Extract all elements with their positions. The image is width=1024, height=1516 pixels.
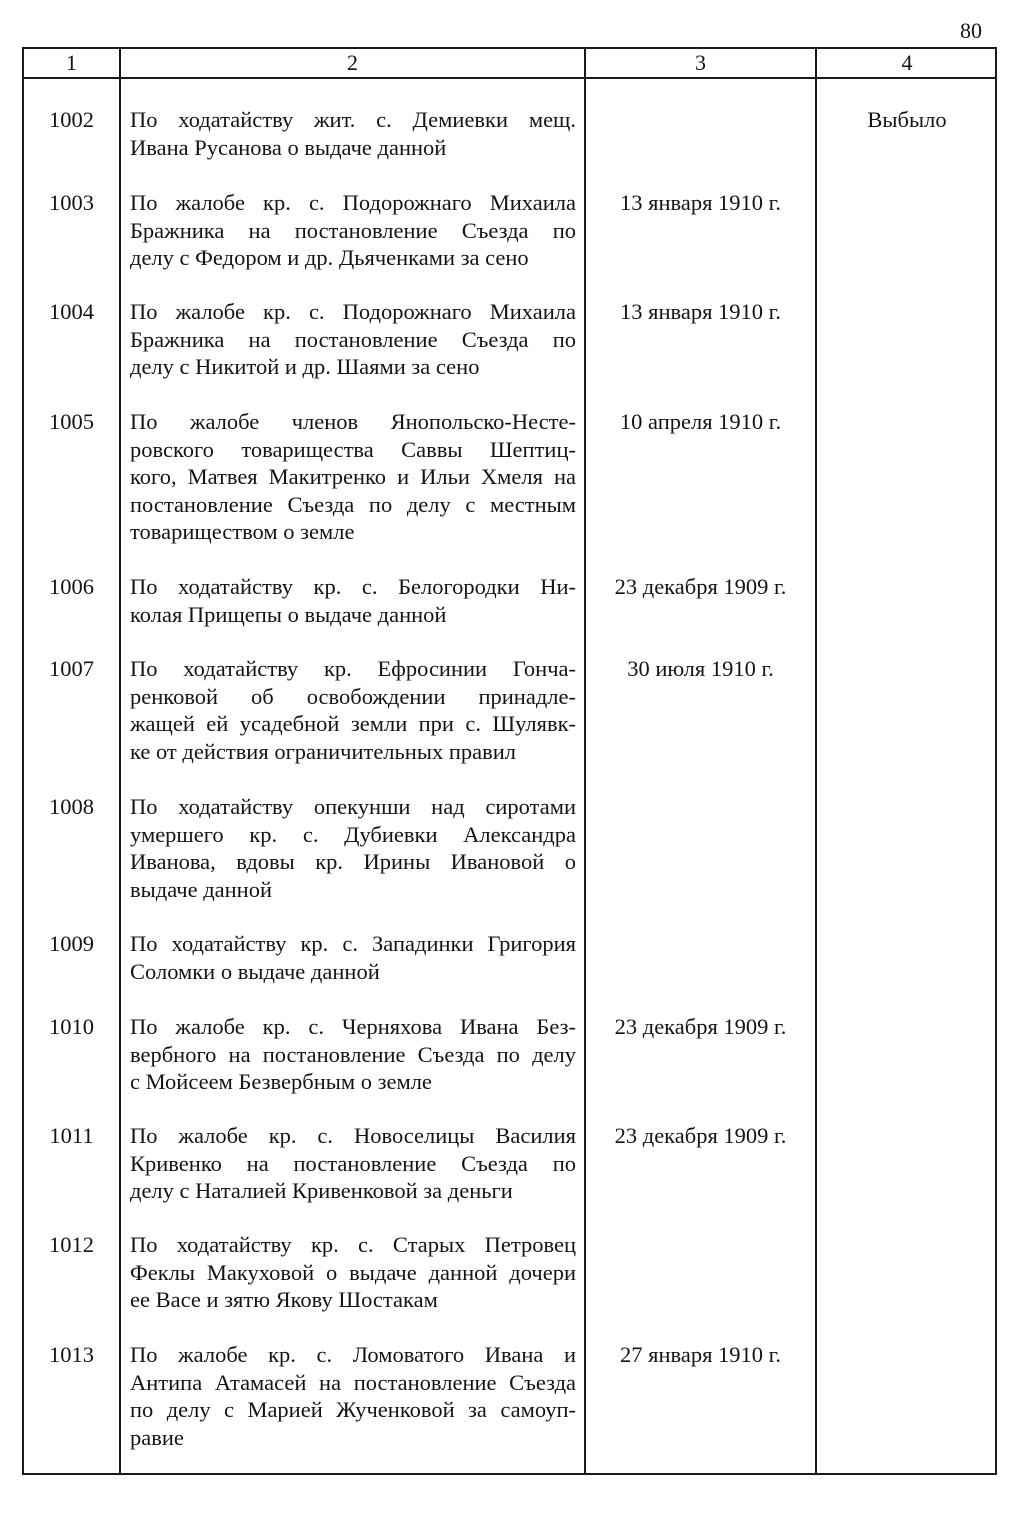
description-line: По жалобе кр. с. Подорожнаго Михаила xyxy=(130,190,576,215)
description-line: ренковой об освобождении принадле- xyxy=(130,683,576,709)
page-number: 80 xyxy=(960,18,982,43)
header-col-1: 1 xyxy=(66,50,77,75)
decision-date: 13 января 1910 г. xyxy=(620,299,781,324)
description-line: умершего кр. с. Дубиевки Александра xyxy=(130,821,576,847)
description-line: Ивана Русанова о выдаче данной xyxy=(130,134,447,160)
header-col-4: 4 xyxy=(901,50,913,75)
case-number: 1006 xyxy=(49,574,94,599)
description-line: Бражника на постановление Съезда по xyxy=(130,326,576,352)
case-number: 1010 xyxy=(49,1014,94,1039)
decision-date: 27 января 1910 г. xyxy=(620,1342,781,1367)
description-line: жащей ей усадебной земли при с. Шулявк- xyxy=(130,711,576,736)
column-divider xyxy=(119,49,121,1473)
case-description xyxy=(130,106,576,161)
description-line: с Мойсеем Безвербным о земле xyxy=(130,1069,432,1094)
description-line: По жалобе кр. с. Новоселицы Василия xyxy=(130,1123,576,1148)
case-number: 1007 xyxy=(49,656,94,681)
header-col-2: 2 xyxy=(347,50,358,75)
description-line: По жалобе кр. с. Ломоватого Ивана и xyxy=(130,1342,576,1367)
description-line: делу с Федором и др. Дьяченками за сено xyxy=(130,245,529,270)
column-divider xyxy=(815,49,817,1473)
case-number: 1005 xyxy=(49,409,94,434)
description-line: ровского товарищества Саввы Шептиц- xyxy=(130,436,576,462)
case-description xyxy=(130,298,576,381)
description-line: по делу с Марией Жученковой за самоуп- xyxy=(130,1397,576,1422)
description-line: По ходатайству жит. с. Демиевки мещ. xyxy=(130,107,576,132)
column-divider xyxy=(584,49,586,1473)
decision-date: 23 декабря 1909 г. xyxy=(614,1014,787,1039)
register-table xyxy=(22,47,997,1475)
case-number: 1002 xyxy=(49,107,94,132)
remark: Выбыло xyxy=(867,107,947,132)
case-number: 1003 xyxy=(49,190,94,215)
description-line: Кривенко на постановление Съезда по xyxy=(130,1150,576,1176)
description-line: По ходатайству опекунши над сиротами xyxy=(130,794,576,819)
description-line: По жалобе членов Янопольско-Несте- xyxy=(130,409,576,434)
description-line: По ходатайству кр. с. Старых Петровец xyxy=(130,1232,576,1257)
case-description xyxy=(130,1231,576,1314)
case-number: 1009 xyxy=(49,931,94,956)
description-line: постановление Съезда по делу с местным xyxy=(130,491,576,517)
description-line: По жалобе кр. с. Черняхова Ивана Без- xyxy=(130,1014,576,1039)
description-line: ее Васе и зятю Якову Шостакам xyxy=(130,1287,438,1312)
description-line: делу с Наталией Кривенковой за деньги xyxy=(130,1178,513,1203)
case-description xyxy=(130,1122,576,1205)
decision-date: 10 апреля 1910 г. xyxy=(619,409,782,434)
description-line: Соломки о выдаче данной xyxy=(130,958,380,984)
description-line: Феклы Макуховой о выдаче данной дочери xyxy=(130,1259,576,1285)
decision-date: 30 июля 1910 г. xyxy=(627,656,774,681)
description-line: Иванова, вдовы кр. Ирины Ивановой о xyxy=(130,849,576,874)
description-line: товариществом о земле xyxy=(130,519,355,544)
description-line: ке от действия ограничительных правил xyxy=(130,738,516,764)
case-number: 1011 xyxy=(49,1123,94,1148)
description-line: делу с Никитой и др. Шаями за сено xyxy=(130,354,480,379)
case-description xyxy=(130,573,576,628)
case-description xyxy=(130,930,576,985)
description-line: кого, Матвея Макитренко и Ильи Хмеля на xyxy=(130,464,576,489)
case-description xyxy=(130,1341,576,1451)
decision-date: 23 декабря 1909 г. xyxy=(614,574,787,599)
case-description xyxy=(130,1013,576,1096)
case-number: 1004 xyxy=(49,299,94,324)
description-line: Антипа Атамасей на постановление Съезда xyxy=(130,1369,576,1395)
case-description xyxy=(130,655,576,765)
case-number: 1012 xyxy=(49,1232,94,1257)
case-description xyxy=(130,408,576,546)
description-line: Бражника на постановление Съезда по xyxy=(130,217,576,243)
description-line: По ходатайству кр. с. Белогородки Ни- xyxy=(130,574,576,599)
header-col-3: 3 xyxy=(695,50,706,75)
description-line: колая Прищепы о выдаче данной xyxy=(130,601,447,627)
decision-date: 23 декабря 1909 г. xyxy=(614,1123,787,1148)
case-description xyxy=(130,189,576,272)
case-description xyxy=(130,793,576,903)
decision-date: 13 января 1910 г. xyxy=(620,190,781,215)
table-header xyxy=(24,49,995,79)
description-line: равие xyxy=(130,1424,184,1450)
case-number: 1013 xyxy=(49,1342,94,1367)
description-line: По жалобе кр. с. Подорожнаго Михаила xyxy=(130,299,576,324)
description-line: По ходатайству кр. Ефросинии Гонча- xyxy=(130,656,576,681)
description-line: выдаче данной xyxy=(130,876,273,902)
case-number: 1008 xyxy=(49,794,94,819)
description-line: вербного на постановление Съезда по делу xyxy=(130,1041,576,1067)
description-line: По ходатайству кр. с. Западинки Григория xyxy=(130,931,576,956)
